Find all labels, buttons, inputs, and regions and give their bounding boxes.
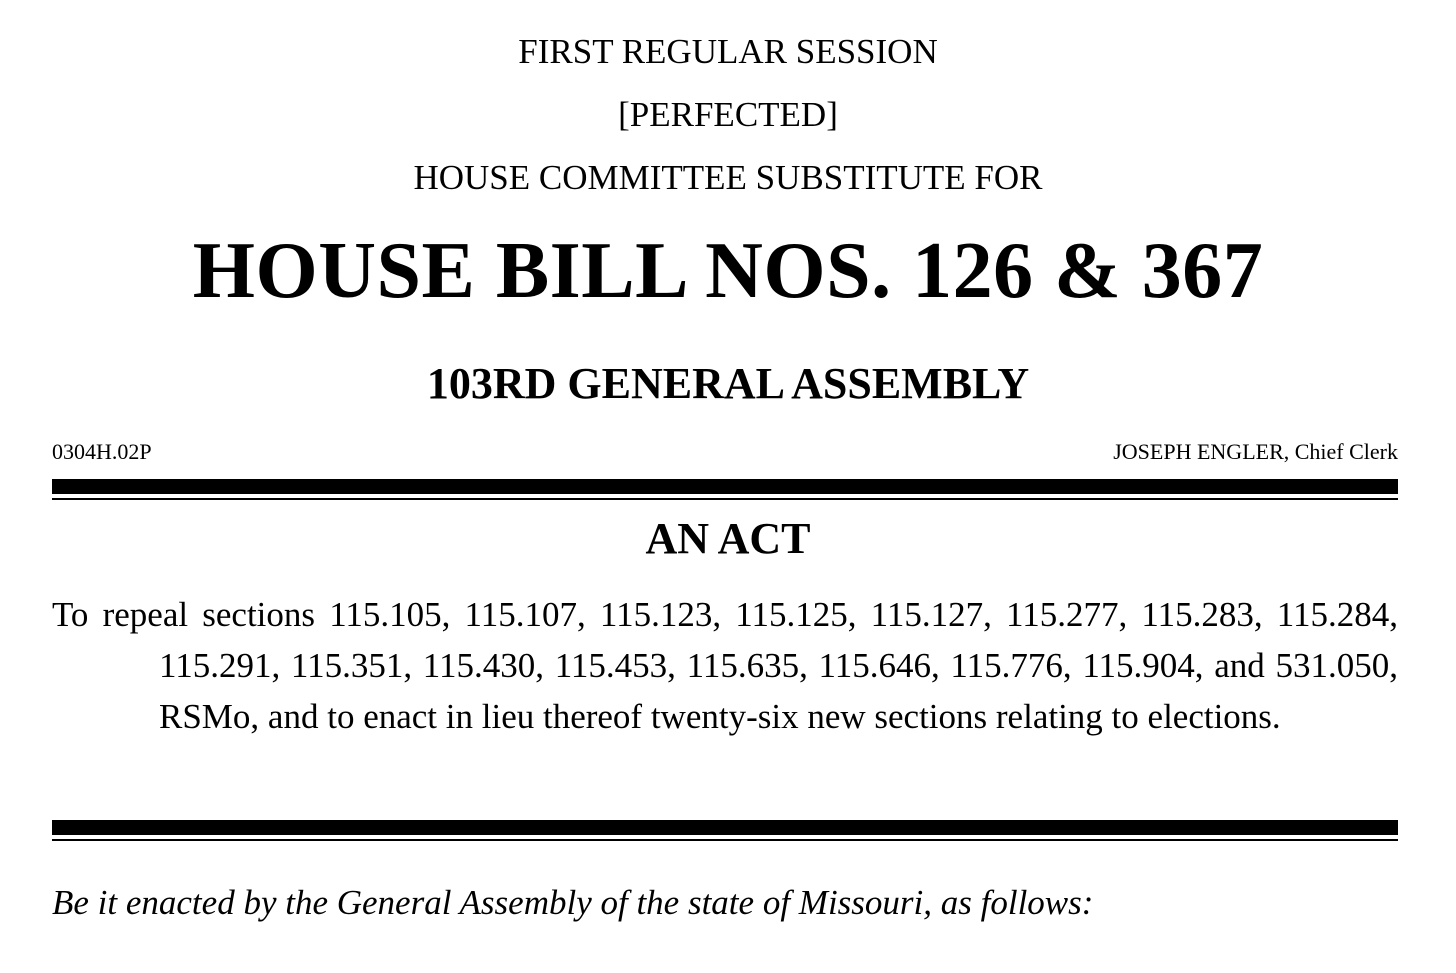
act-description: To repeal sections 115.105, 115.107, 115.123, 115.125, 115.127, 115.277, 115.283, 115.284, 115.291, 115.351, 115.430, 115.453, 115.635, 115.646, 115.776, 115.904, and 531.050, RSMo, and to enact in lieu thereof twenty-six new sections relating to elections.	[52, 595, 1398, 736]
top-thick-rule	[52, 479, 1398, 494]
meta-row	[52, 437, 1398, 467]
bottom-thick-rule	[52, 820, 1398, 835]
top-thin-rule	[52, 498, 1398, 500]
chief-clerk: JOSEPH ENGLER, Chief Clerk	[1113, 439, 1398, 464]
bill-title: HOUSE BILL NOS. 126 & 367	[192, 227, 1264, 315]
substitute-line: HOUSE COMMITTEE SUBSTITUTE FOR	[413, 158, 1043, 197]
enacting-clause: Be it enacted by the General Assembly of the state of Missouri, as follows:	[52, 883, 1094, 922]
assembly-heading: 103RD GENERAL ASSEMBLY	[426, 359, 1030, 408]
bottom-thin-rule	[52, 839, 1398, 841]
session-line: FIRST REGULAR SESSION	[518, 32, 938, 71]
document-id: 0304H.02P	[52, 439, 152, 464]
status-line: [PERFECTED]	[618, 95, 838, 134]
act-heading: AN ACT	[645, 514, 811, 563]
